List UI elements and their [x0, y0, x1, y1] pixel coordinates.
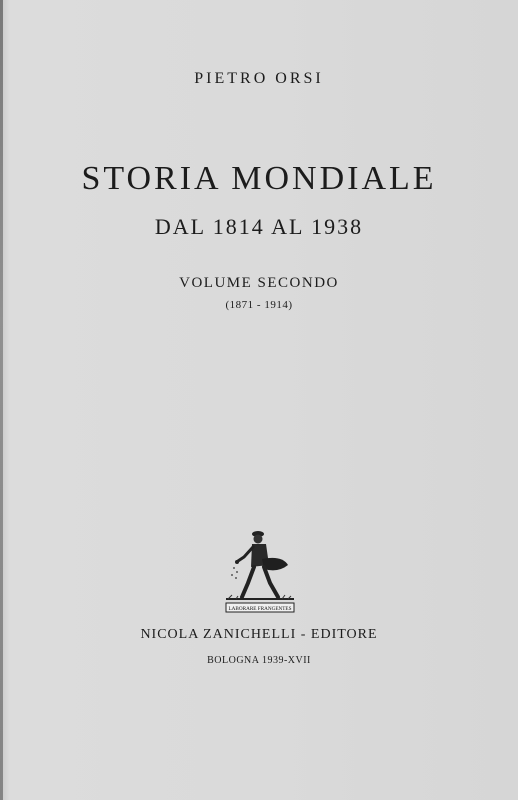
publication-place-date: BOLOGNA 1939-XVII [207, 655, 311, 666]
book-subtitle: DAL 1814 AL 1938 [154, 214, 364, 239]
volume-years: (1871 - 1914) [225, 299, 293, 311]
author-name: PIETRO ORSI [194, 70, 324, 87]
publisher-name: NICOLA ZANICHELLI - EDITORE [140, 627, 378, 642]
publisher-motto: LABORARE FRANGENTES [228, 606, 292, 612]
page-edge-shadow [0, 0, 3, 800]
sower-icon [222, 525, 298, 617]
volume-label: VOLUME SECONDO [179, 275, 339, 291]
book-title: STORIA MONDIALE [81, 160, 437, 197]
